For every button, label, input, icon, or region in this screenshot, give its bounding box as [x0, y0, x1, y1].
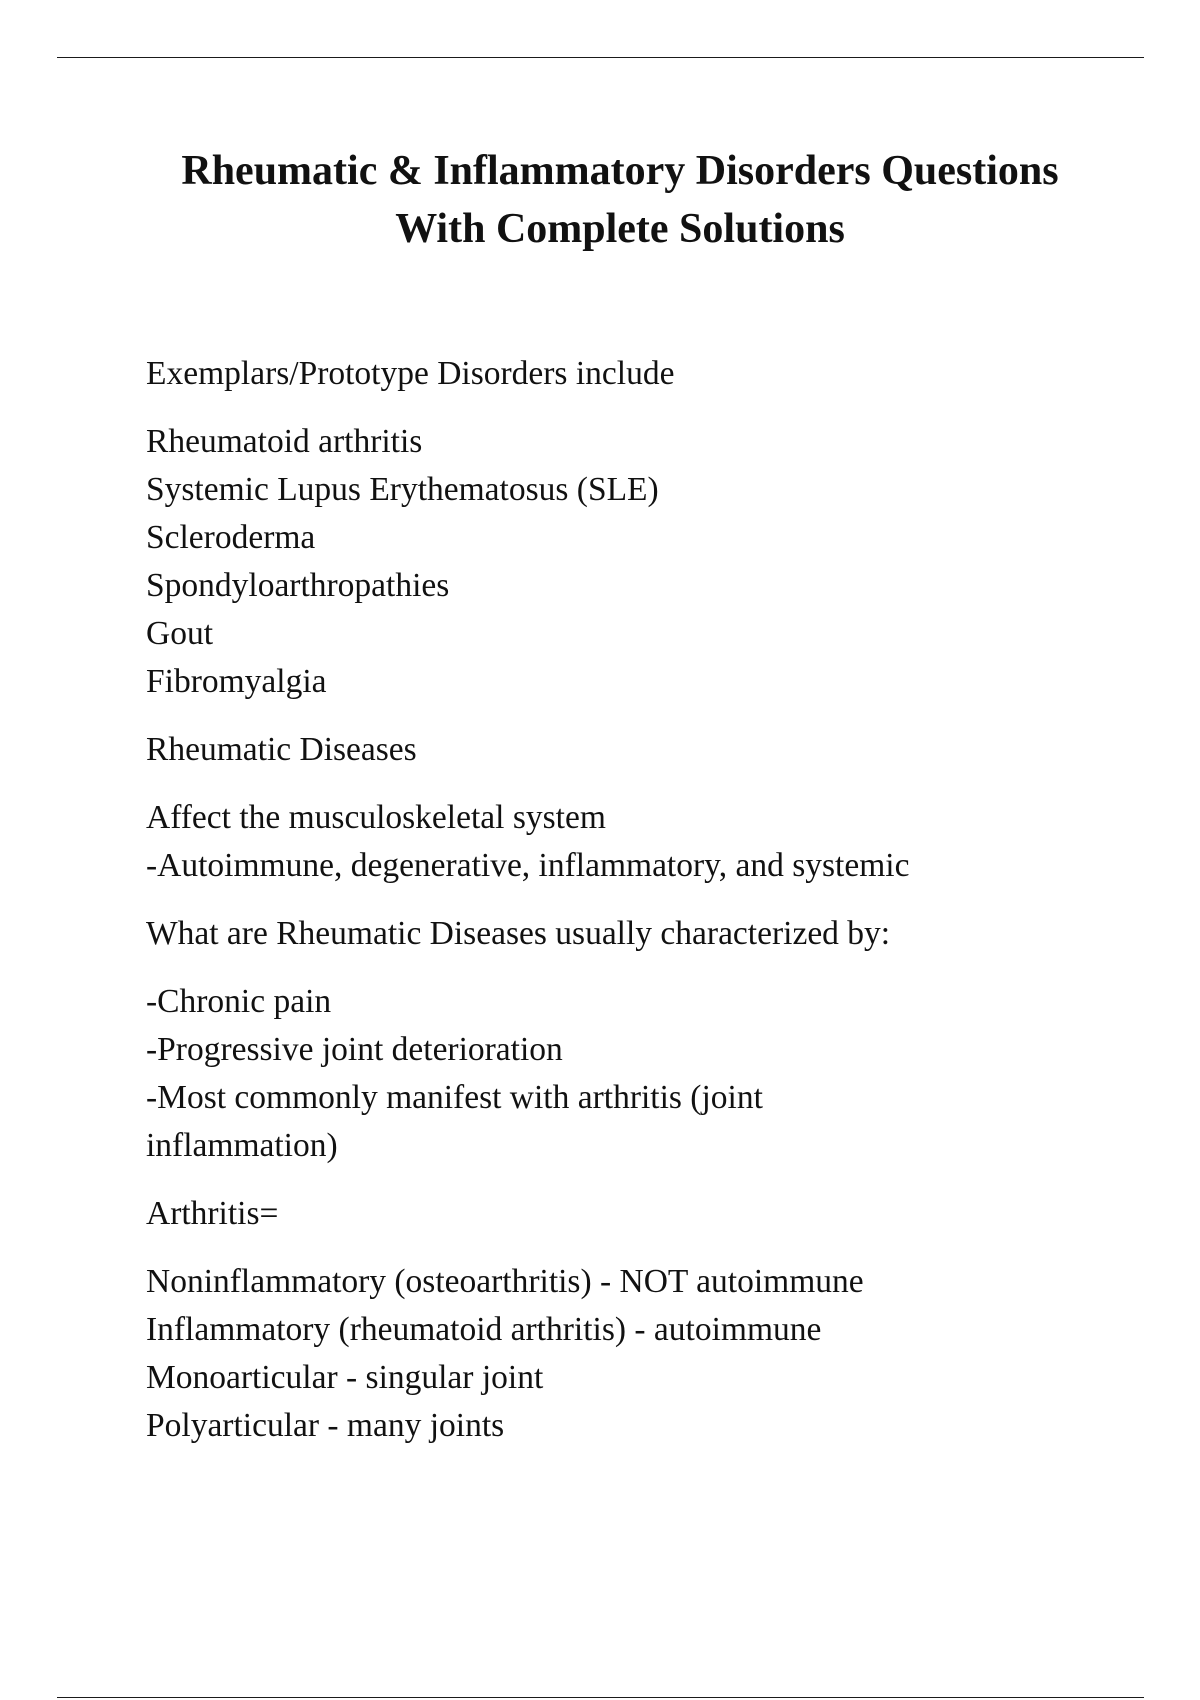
answer-line: -Most commonly manifest with arthritis (joint [146, 1079, 763, 1116]
title-line-1: Rheumatic & Inflammatory Disorders Questions [181, 148, 1059, 194]
answer-line: Inflammatory (rheumatoid arthritis) - autoimmune [146, 1311, 822, 1348]
page-title [100, 142, 1140, 258]
answer-line: -Progressive joint deterioration [146, 1031, 563, 1068]
question-text: Rheumatic Diseases [146, 731, 417, 768]
answer-line: -Autoimmune, degenerative, inflammatory, and systemic [146, 847, 910, 884]
answer-block [146, 418, 1146, 706]
answer-line: Noninflammatory (osteoarthritis) - NOT autoimmune [146, 1263, 864, 1300]
bottom-rule [57, 1697, 1144, 1698]
document-body [146, 350, 1146, 1470]
question-text: Arthritis= [146, 1195, 279, 1232]
answer-line: Rheumatoid arthritis [146, 423, 423, 460]
question-block [146, 726, 1146, 774]
question-block [146, 910, 1146, 958]
question-text: Exemplars/Prototype Disorders include [146, 355, 675, 392]
answer-line: Systemic Lupus Erythematosus (SLE) [146, 471, 659, 508]
question-block [146, 350, 1146, 398]
answer-line: Scleroderma [146, 519, 316, 556]
answer-line: Spondyloarthropathies [146, 567, 450, 604]
question-block [146, 1190, 1146, 1238]
answer-block [146, 794, 1146, 890]
answer-block [146, 978, 1146, 1170]
answer-line: inflammation) [146, 1127, 338, 1164]
question-text: What are Rheumatic Diseases usually characterized by: [146, 915, 891, 952]
answer-line: Monoarticular - singular joint [146, 1359, 544, 1396]
answer-line: Fibromyalgia [146, 663, 327, 700]
top-rule [57, 57, 1144, 58]
answer-line: -Chronic pain [146, 983, 332, 1020]
answer-line: Gout [146, 615, 213, 652]
title-line-2: With Complete Solutions [395, 206, 845, 252]
answer-line: Polyarticular - many joints [146, 1407, 505, 1444]
answer-block [146, 1258, 1146, 1450]
answer-line: Affect the musculoskeletal system [146, 799, 606, 836]
